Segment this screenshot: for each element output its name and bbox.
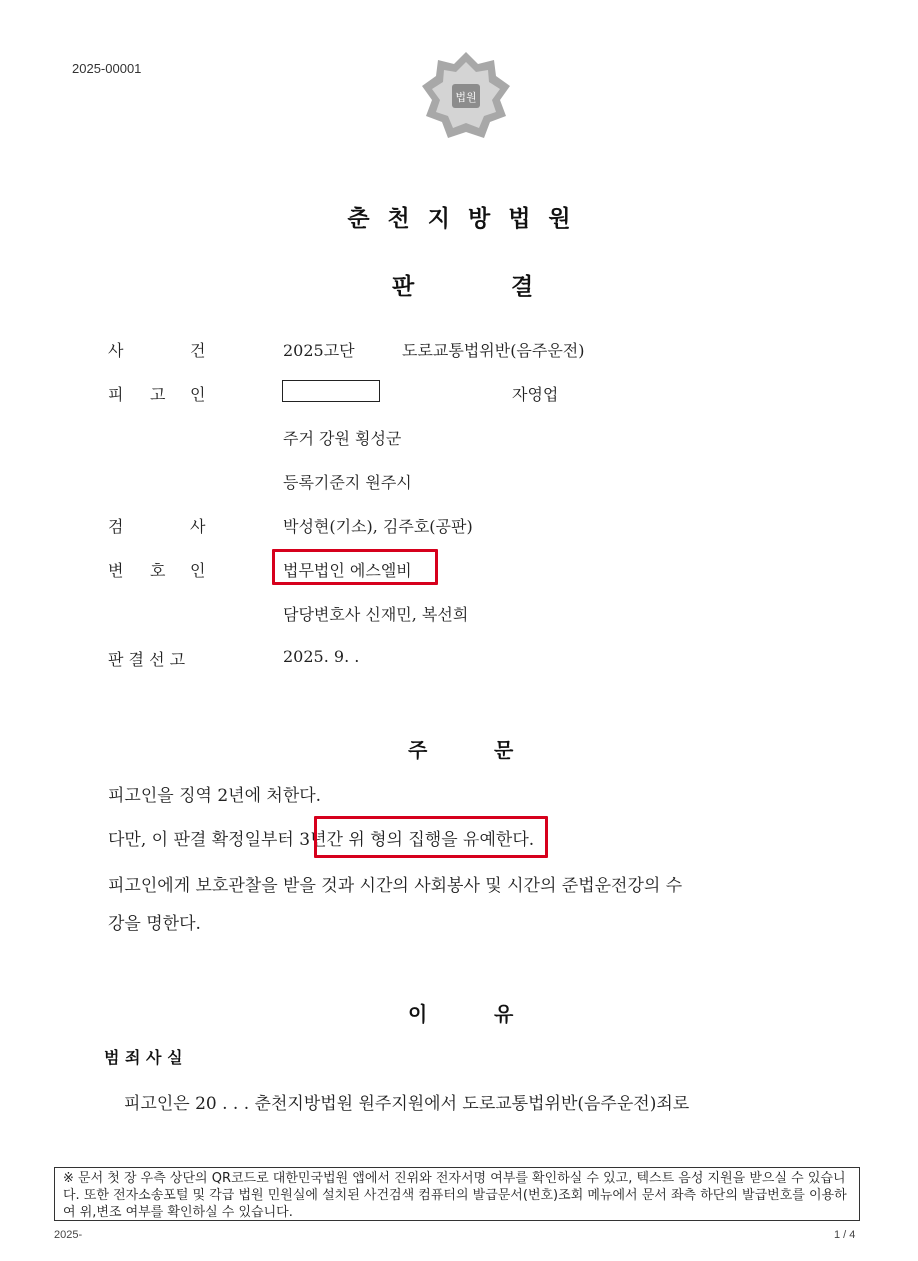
- defendant-label-char3: 인: [190, 385, 206, 404]
- order-line-3: 피고인에게 보호관찰을 받을 것과 시간의 사회봉사 및 시간의 준법운전강의 수: [108, 876, 683, 896]
- order-line-1: 피고인을 징역 2년에 처한다.: [108, 786, 322, 806]
- counsel-lawyers: 담당변호사 신재민, 복선희: [283, 605, 469, 624]
- seal-text: 법원: [455, 91, 477, 104]
- counsel-firm: 법무법인 에스엘비: [283, 561, 412, 580]
- prosecutor-label-char2: 사: [190, 517, 206, 536]
- order-line-2-highlight: 3년간 위 형의 집행을 유예: [299, 830, 496, 850]
- court-name-heading: 춘천지방법원: [347, 205, 589, 232]
- case-label-char1: 사: [108, 341, 124, 360]
- court-seal-emblem: [418, 48, 514, 144]
- order-line-2-suffix: 한다.: [495, 830, 535, 850]
- verdict-title-right: 결: [511, 273, 534, 300]
- verification-notice: ※ 문서 첫 장 우측 상단의 QR코드로 대한민국법원 앱에서 진위와 전자서명 여부를 확인하실 수 있고, 텍스트 음성 지원을 받으실 수 있습니다. 또한 전자소송포털 및 각급 법원 민원실에 설치된 사건검색 컴퓨터의 발급문서(번호)조회 메뉴에서 문서 좌측 하단의 발급번호를 이용하여 위,변조 여부를 확인하실 수 있습니다.: [54, 1167, 860, 1221]
- reasons-heading-right: 유: [494, 1002, 514, 1026]
- issue-number: 2025-: [54, 1229, 83, 1241]
- order-heading-right: 문: [494, 738, 514, 762]
- defendant-residence: 주거 강원 횡성군: [283, 429, 402, 448]
- prosecutor-label-char1: 검: [108, 517, 124, 536]
- defendant-registered-domicile: 등록기준지 원주시: [283, 473, 412, 492]
- verdict-title-left: 판: [392, 273, 415, 300]
- defendant-label-char2: 고: [150, 385, 166, 404]
- document-number: 2025-00001: [72, 61, 142, 76]
- counsel-label-char1: 변: [108, 561, 124, 580]
- defendant-occupation: 자영업: [512, 385, 559, 404]
- probation-highlight-box: [314, 816, 548, 858]
- counsel-label-char3: 인: [190, 561, 206, 580]
- criminal-facts-paragraph: 피고인은 20 . . . 춘천지방법원 원주지원에서 도로교통법위반(음주운전)죄로: [124, 1094, 690, 1114]
- defendant-label-char1: 피: [108, 385, 124, 404]
- case-name: 도로교통법위반(음주운전): [402, 341, 585, 360]
- sentence-date: 2025. 9. .: [283, 647, 360, 666]
- order-line-2-prefix: 다만, 이 판결 확정일부터: [108, 830, 300, 850]
- case-label-char2: 건: [190, 341, 206, 360]
- case-number: 2025고단: [283, 341, 355, 360]
- prosecutor-names: 박성현(기소), 김주호(공판): [283, 517, 473, 536]
- page-number: 1 / 4: [834, 1229, 856, 1241]
- redacted-name-box: [282, 380, 380, 402]
- counsel-label-char2: 호: [150, 561, 166, 580]
- order-heading-left: 주: [408, 738, 428, 762]
- order-line-4: 강을 명한다.: [108, 914, 201, 934]
- sentence-date-label: 판 결 선 고: [108, 650, 186, 669]
- criminal-facts-subheading: 범 죄 사 실: [104, 1048, 183, 1067]
- reasons-heading-left: 이: [408, 1002, 428, 1026]
